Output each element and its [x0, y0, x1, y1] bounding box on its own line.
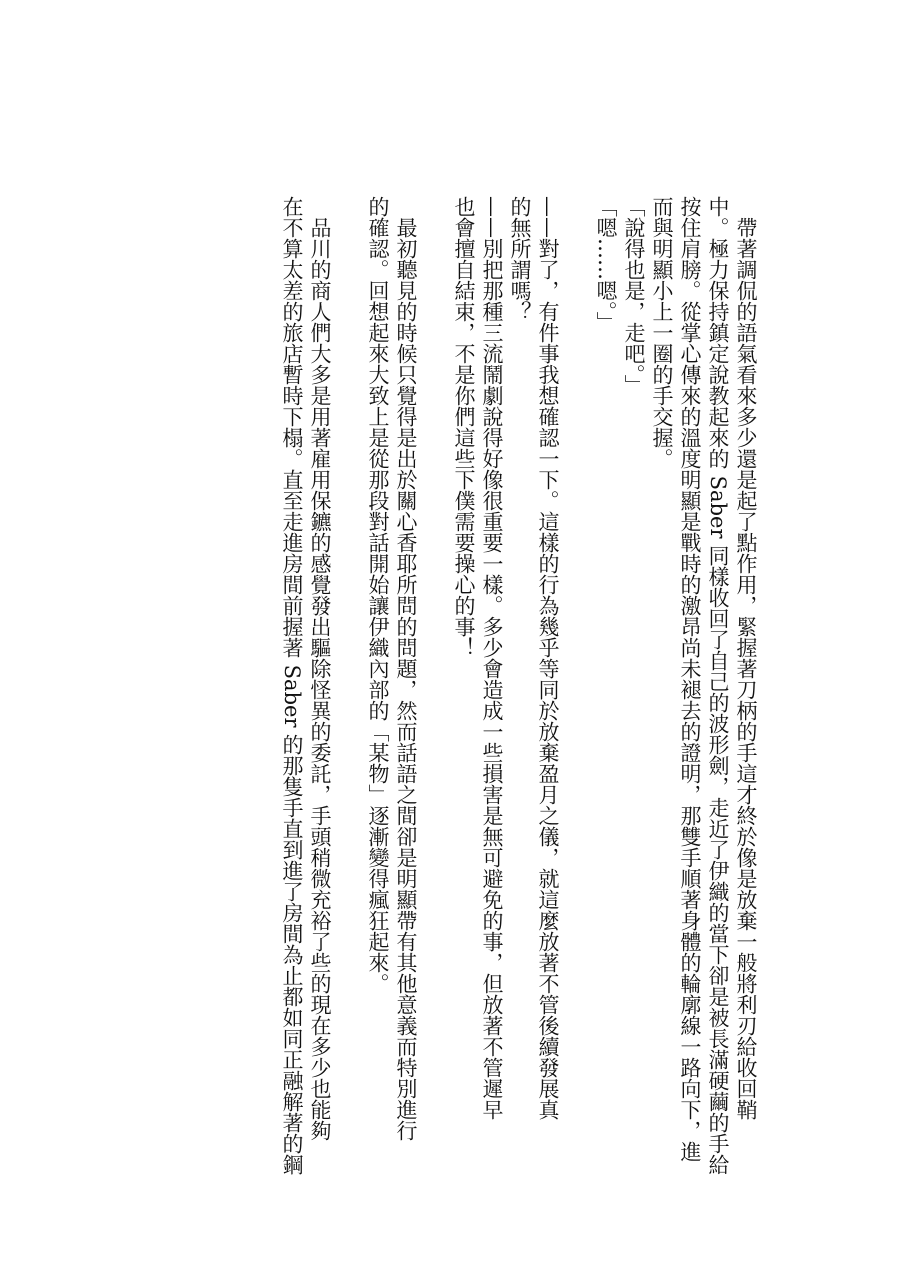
text-line: 在不算太差的旅店暫時下榻。直至走進房間前握著 Saber 的那隻手直到進了房間為止都如同正融解著的鋼 — [280, 196, 304, 1176]
text-line: 品川的商人們大多是用著雇用保鑣的感覺發出驅除怪異的委託，手頭稍微充裕了些的現在多少也能夠 — [308, 196, 332, 1141]
dialogue-line: 「嗯……嗯。」 — [594, 196, 618, 333]
text-line: 帶著調侃的語氣看來多少還是起了點作用，緊握著刀柄的手這才終於像是放棄一般將利刃給收回鞘 — [734, 196, 758, 1120]
vertical-text-body — [278, 196, 760, 1176]
paragraph-gap — [420, 196, 450, 1126]
text-line: ——別把那種三流鬧劇說得好像很重要一樣。多少會造成一些損害是無可避免的事，但放著不管遲早 — [480, 196, 504, 1120]
text-line: ——對了，有件事我想確認一下。這樣的行為幾乎等同於放棄盈月之儀，就這麼放著不管後續發展真 — [536, 196, 560, 1120]
dialogue-line: 「說得也是，走吧。」 — [622, 196, 646, 396]
text-line: 也會擅自結束，不是你們這些下僕需要操心的事！ — [452, 196, 476, 658]
text-line: 的確認。回想起來大致上是從那段對話開始讓伊織內部的「某物」逐漸變得瘋狂起來。 — [366, 196, 390, 994]
text-line: 中。極力保持鎮定說教起來的 Saber 同樣收回了自己的波形劍，走近了伊織的當下卻是被長滿硬繭的手給 — [706, 196, 730, 1176]
text-line: 最初聽見的時候只覺得是出於關心香耶所問的問題，然而話語之間卻是明顯帶有其他意義而特別進行 — [394, 196, 418, 1141]
paragraph-gap — [562, 196, 592, 1126]
text-line: 的無所謂嗎？ — [508, 196, 532, 322]
text-line: 按住肩膀。從掌心傳來的溫度明顯是戰時的激昂尚未褪去的證明，那雙手順著身體的輪廓線一路向下，進 — [678, 196, 702, 1162]
text-line: 而與明顯小上一圈的手交握。 — [650, 196, 674, 469]
paragraph-gap — [334, 196, 364, 1126]
